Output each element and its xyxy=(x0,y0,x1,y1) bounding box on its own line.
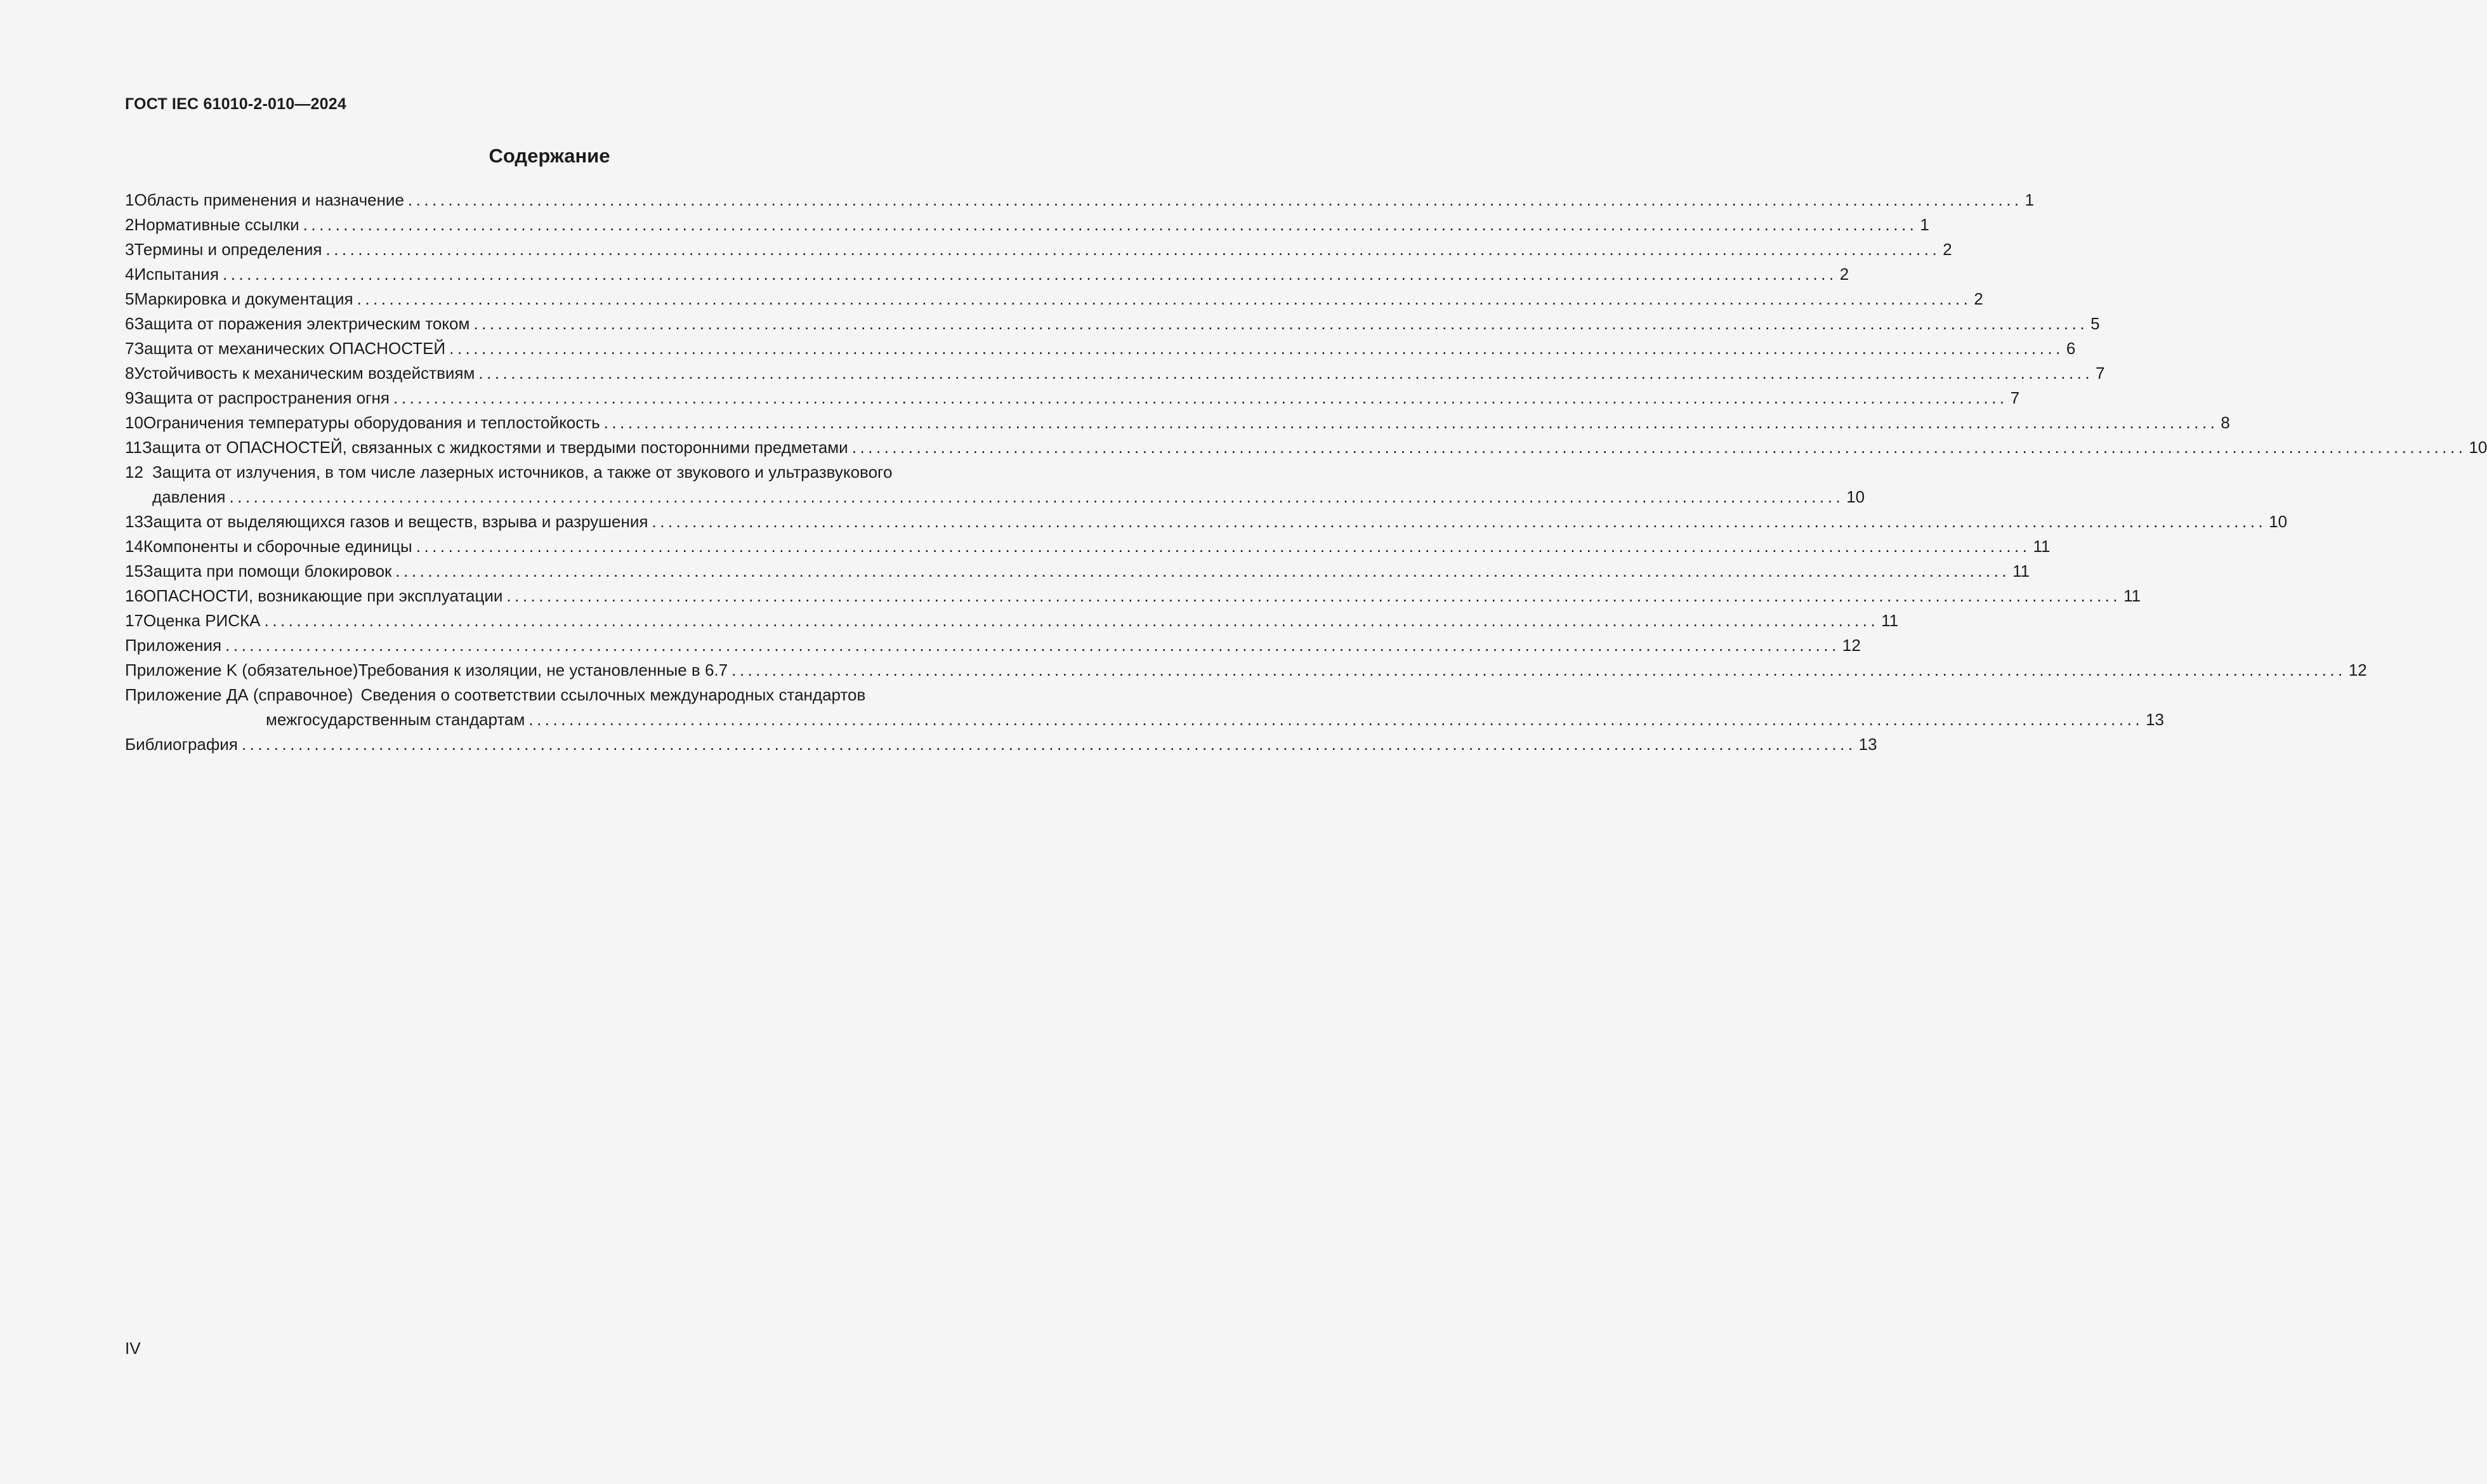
dot-leader: ........................................................................................................................................................................................................ xyxy=(395,561,2011,581)
dot-leader: ........................................................................................................................................................................................................ xyxy=(851,438,2467,457)
toc-page-number: 12 xyxy=(2348,660,2367,680)
toc-entry[interactable]: 5 Маркировка и документация ........................................................................................................................................................................................................ 2 xyxy=(125,287,974,312)
dot-leader: ........................................................................................................................................................................................................ xyxy=(449,339,2064,358)
toc-page-number: 11 xyxy=(2012,561,2030,581)
toc-entry-text: Защита при помощи блокировок xyxy=(143,561,392,581)
toc-page-number: 11 xyxy=(1881,611,1899,630)
toc-entry-text: Испытания xyxy=(134,265,219,284)
toc-entry[interactable]: 6 Защита от поражения электрическим током ........................................................................................................................................................................................................ 5 xyxy=(125,312,974,336)
toc-entry-text: давления xyxy=(152,487,226,506)
toc-appendix-k[interactable] xyxy=(125,658,2367,683)
page-number: IV xyxy=(125,1339,141,1358)
toc-page-number: 7 xyxy=(2096,364,2105,383)
appendix-label: Приложение K (обязательное) xyxy=(125,660,358,680)
toc-entry-text: Защита от излучения, в том числе лазерных источников, а также от звукового и ультразвукового xyxy=(152,463,893,482)
toc-page-number: 13 xyxy=(2146,710,2164,729)
dot-leader: ........................................................................................................................................................................................................ xyxy=(528,710,2144,729)
toc-entry[interactable]: 9 Защита от распространения огня ........................................................................................................................................................................................................ 7 xyxy=(125,386,974,410)
toc-entry[interactable]: 13 Защита от выделяющихся газов и веществ, взрыва и разрушения ........................................................................................................................................................................................................ 10 xyxy=(125,509,974,534)
toc-entry-text: Защита от механических ОПАСНОСТЕЙ xyxy=(134,339,446,358)
toc-appendices[interactable] xyxy=(125,633,1861,658)
toc-entry[interactable]: 10 Ограничения температуры оборудования и теплостойкость ........................................................................................................................................................................................................ 8 xyxy=(125,410,974,435)
toc-entry[interactable]: 12 Защита от излучения, в том числе лазерных источников, а также от звукового и ультразвукового xyxy=(125,460,974,485)
toc-page-number: 10 xyxy=(2469,438,2487,457)
toc-entry-text: Приложения xyxy=(125,636,222,655)
dot-leader: ........................................................................................................................................................................................................ xyxy=(603,413,2219,432)
toc-entry-text: Нормативные ссылки xyxy=(134,215,299,234)
toc-entry-continuation[interactable] xyxy=(125,485,1865,509)
dot-leader: ........................................................................................................................................................................................................ xyxy=(506,586,2122,605)
toc-entry-continuation[interactable] xyxy=(125,707,2164,732)
dot-leader: ........................................................................................................................................................................................................ xyxy=(732,660,2346,680)
toc-page-number: 10 xyxy=(1846,487,1865,506)
toc-page-number: 2 xyxy=(1839,265,1849,284)
toc-entry-text: Сведения о соответствии ссылочных международных стандартов xyxy=(360,685,866,704)
toc-entry-text: Область применения и назначение xyxy=(134,190,404,209)
toc-entry[interactable]: 17 Оценка РИСКА ........................................................................................................................................................................................................ 11 xyxy=(125,608,974,633)
dot-leader: ........................................................................................................................................................................................................ xyxy=(225,636,1840,655)
table-of-contents xyxy=(125,188,2487,757)
toc-entry-text: межгосударственным стандартам xyxy=(266,710,525,729)
toc-page-number: 2 xyxy=(1943,240,1952,259)
dot-leader: ........................................................................................................................................................................................................ xyxy=(325,240,1941,259)
appendix-label: Приложение ДА (справочное) xyxy=(125,685,353,704)
toc-entry-text: Защита от распространения огня xyxy=(134,388,390,407)
dot-leader: ........................................................................................................................................................................................................ xyxy=(393,388,2008,407)
dot-leader: ........................................................................................................................................................................................................ xyxy=(264,611,1879,630)
toc-entry-text: Защита от выделяющихся газов и веществ, взрыва и разрушения xyxy=(143,512,648,531)
toc-page-number: 10 xyxy=(2269,512,2288,531)
toc-page-number: 13 xyxy=(1858,735,1877,754)
toc-entry[interactable]: 15 Защита при помощи блокировок ........................................................................................................................................................................................................ 11 xyxy=(125,559,974,584)
dot-leader: ........................................................................................................................................................................................................ xyxy=(473,314,2089,333)
toc-page-number: 12 xyxy=(1842,636,1861,655)
toc-entry[interactable]: 7 Защита от механических ОПАСНОСТЕЙ ........................................................................................................................................................................................................ 6 xyxy=(125,336,974,361)
toc-entry-text: Библиография xyxy=(125,735,238,754)
toc-entry-text: Ограничения температуры оборудования и теплостойкость xyxy=(143,413,600,432)
dot-leader: ........................................................................................................................................................................................................ xyxy=(416,537,2031,556)
toc-entry[interactable]: 4 Испытания ........................................................................................................................................................................................................ 2 xyxy=(125,262,974,287)
toc-page-number: 5 xyxy=(2090,314,2100,333)
toc-entry[interactable]: 1 Область применения и назначение ........................................................................................................................................................................................................ 1 xyxy=(125,188,974,213)
toc-entry-text: ОПАСНОСТИ, возникающие при эксплуатации xyxy=(143,586,503,605)
toc-entry[interactable]: 8 Устойчивость к механическим воздействиям ........................................................................................................................................................................................................ 7 xyxy=(125,361,974,386)
dot-leader: ........................................................................................................................................................................................................ xyxy=(241,735,1856,754)
dot-leader: ........................................................................................................................................................................................................ xyxy=(229,487,1844,506)
dot-leader: ........................................................................................................................................................................................................ xyxy=(407,190,2023,209)
toc-page-number: 2 xyxy=(1974,289,1983,308)
dot-leader: ........................................................................................................................................................................................................ xyxy=(652,512,2267,531)
toc-page-number: 11 xyxy=(2123,586,2141,605)
toc-entry-text: Требования к изоляции, не установленные в 6.7 xyxy=(358,660,728,680)
toc-page-number: 11 xyxy=(2033,537,2051,556)
toc-entry[interactable]: 11 Защита от ОПАСНОСТЕЙ, связанных с жидкостями и твердыми посторонними предметами ........................................................................................................................................................................................................ 10 xyxy=(125,435,974,460)
dot-leader: ........................................................................................................................................................................................................ xyxy=(478,364,2094,383)
toc-bibliography[interactable] xyxy=(125,732,1877,757)
dot-leader: ........................................................................................................................................................................................................ xyxy=(303,215,1918,234)
dot-leader: ........................................................................................................................................................................................................ xyxy=(222,265,1837,284)
toc-appendix-da[interactable] xyxy=(125,683,974,707)
toc-entry[interactable]: 14 Компоненты и сборочные единицы ........................................................................................................................................................................................................ 11 xyxy=(125,534,974,559)
toc-entry-text: Маркировка и документация xyxy=(134,289,353,308)
toc-entry[interactable]: 16 ОПАСНОСТИ, возникающие при эксплуатации ........................................................................................................................................................................................................ 11 xyxy=(125,584,974,608)
toc-entry-text: Термины и определения xyxy=(134,240,322,259)
document-designation: ГОСТ IEC 61010-2-010—2024 xyxy=(125,95,346,113)
toc-page-number: 8 xyxy=(2221,413,2230,432)
toc-entry-text: Защита от ОПАСНОСТЕЙ, связанных с жидкостями и твердыми посторонними предметами xyxy=(142,438,848,457)
toc-entry[interactable]: 2 Нормативные ссылки ........................................................................................................................................................................................................ 1 xyxy=(125,213,974,237)
toc-entry-text: Устойчивость к механическим воздействиям xyxy=(134,364,475,383)
toc-page-number: 7 xyxy=(2010,388,2020,407)
toc-entry[interactable]: 3 Термины и определения ........................................................................................................................................................................................................ 2 xyxy=(125,237,974,262)
toc-entry-text: Компоненты и сборочные единицы xyxy=(143,537,412,556)
toc-entry-text: Защита от поражения электрическим током xyxy=(134,314,470,333)
toc-entry-text: Оценка РИСКА xyxy=(143,611,261,630)
toc-page-number: 1 xyxy=(2024,190,2035,209)
toc-title: Содержание xyxy=(489,145,610,167)
toc-page-number: 1 xyxy=(1920,215,1929,234)
toc-page-number: 6 xyxy=(2066,339,2076,358)
dot-leader: ........................................................................................................................................................................................................ xyxy=(357,289,1972,308)
